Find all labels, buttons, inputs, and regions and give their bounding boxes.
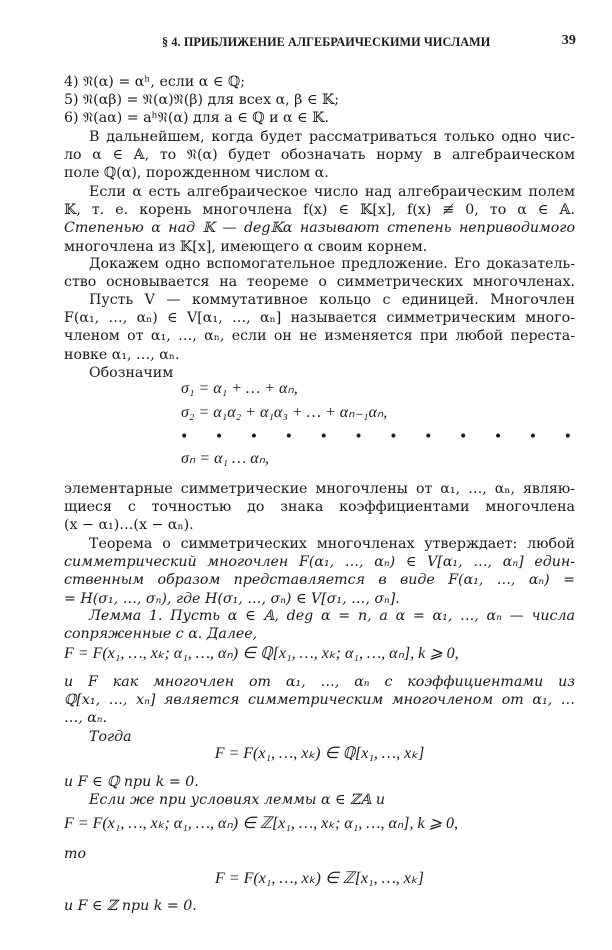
property-4: 4) 𝔑(α) = αʰ, если α ∈ ℚ; [64,74,246,90]
text-line: щиеся с точностью до знака коэффициентами многочлена [64,499,575,516]
text-line: Теорема о симметрических многочленах утверждает: любой [89,536,575,552]
paragraph-norm [64,128,575,183]
elementary-symmetric-formulas [64,380,584,474]
text-line: В дальнейшем, когда будет рассматриваться только одно чис- [89,129,575,145]
text-line: элементарные симметрические многочлены от α₁, …, αₙ, являю- [64,481,575,497]
text-line: 𝕂, т. е. корень многочлена f(x) ∈ 𝕂[x], f(x) ≢ 0, то α ∈ 𝔸. [64,202,575,219]
running-header [62,33,576,53]
property-5: 5) 𝔑(αβ) = 𝔑(α)𝔑(β) для всех α, β ∈ 𝕂; [64,92,340,109]
text-line: Степенью α над 𝕂 — deg𝕂α называют степень неприводимого [64,220,575,237]
lemma-title-line: Лемма 1. Пусть α ∈ 𝔸, deg α = n, а α = α₁, …, αₙ — числа [89,608,575,624]
property-6: 6) 𝔑(aα) = aʰ𝔑(α) для a ∈ ℚ и α ∈ 𝕂. [64,110,329,127]
formula-line: F = F(x₁, …, xₖ; α₁, …, αₙ) ∈ ℤ[x₁, …, xₖ; α₁, …, αₙ], k ⩾ 0, [64,815,458,832]
text-line: Если же при условиях леммы α ∈ ℤ𝔸 и [89,792,386,809]
text-line: и F как многочлен от α₁, …, αₙ с коэффициентами из [64,674,575,690]
text-line: и F ∈ ℤ при k = 0. [64,898,197,914]
text-line: ℚ[x₁, …, xₙ] является симметрическим многочленом от α₁, … [64,692,575,709]
properties-list [64,73,575,128]
text-line: Если α есть алгебраическое число над алгебраическим полем [89,184,575,200]
text-line: и F ∈ ℚ при k = 0. [64,774,199,790]
text-line: Пусть V — коммутативное кольцо с единицей. Многочлен [89,292,575,308]
formula-line: F = F(x₁, …, xₖ) ∈ ℤ[x₁, …, xₖ] [215,870,424,887]
text-line: то [64,846,86,862]
formula-F-Z-result [64,870,575,892]
text-line: Тогда [89,728,132,745]
text-line: Обозначим [89,364,174,381]
paragraph-theorem [64,535,575,608]
paragraph-k0-Z [64,897,575,915]
text-line: сопряженные с α. Далее, [64,626,258,643]
text-line: Докажем одно вспомогательное предложение. Его доказатель- [89,256,575,272]
page-number: 39 [561,33,576,48]
text-line: новке α₁, …, αₙ. [64,346,180,363]
formula-line: F = F(x₁, …, xₖ) ∈ ℚ[x₁, …, xₖ] [214,745,425,762]
text-line: поле ℚ(α), порожденном числом α. [64,165,329,182]
lemma-1 [64,607,575,643]
text-line: F(α₁, …, αₙ) ∈ V[α₁, …, αₙ] называется симметрическим много- [64,310,575,327]
paragraph-elementary [64,480,575,535]
sigma-2: σ₂ = α₁α₂ + α₁α₃ + … + αₙ₋₁αₙ, [181,404,388,421]
text-line: симметрический многочлен F(α₁, …, αₙ) ∈ V[α₁, …, αₙ] един- [64,554,575,571]
text-line: ственным образом представляется в виде F(α₁, …, αₙ) = [64,572,575,589]
text-line: членом от α₁, …, αₙ, если он не изменяется при любой переста- [64,328,575,345]
paragraph-degree [64,183,575,256]
sigma-1: σ₁ = α₁ + … + αₙ, [181,380,298,397]
running-title: § 4. ПРИБЛИЖЕНИЕ АЛГЕБРАИЧЕСКИМИ ЧИСЛАМИ [162,35,491,49]
paragraph-to [64,845,575,863]
text-line: (x − α₁)…(x − αₙ). [64,517,194,534]
formula-F-Z [64,815,575,837]
paragraph-lemma-cond [64,673,575,746]
paragraph-symmetric-def [64,291,575,382]
text-line: ло α ∈ 𝔸, то 𝔑(α) будет обозначать норму в алгебраическом [64,147,575,164]
text-line: …, αₙ. [64,710,108,727]
formula-line: F = F(x₁, …, xₖ; α₁, …, αₙ) ∈ ℚ[x₁, …, xₖ; α₁, …, αₙ], k ⩾ 0, [64,645,459,662]
paragraph-aux [64,255,575,291]
text-line: многочлена из 𝕂[x], имеющего α своим корнем. [64,238,428,255]
formula-F-Q [64,645,575,667]
sigma-n: σₙ = α₁ … αₙ, [181,450,270,467]
text-line: = H(σ₁, …, σₙ), где H(σ₁, …, σₙ) ∈ V[σ₁, …, σₙ]. [64,590,400,607]
sigma-dots: • • • • • • • • • • • • [180,429,584,445]
formula-F-Q-result [64,745,575,767]
paragraph-k0-Q [64,773,575,809]
text-line: ство основывается на теореме о симметрических многочленах. [64,274,575,291]
